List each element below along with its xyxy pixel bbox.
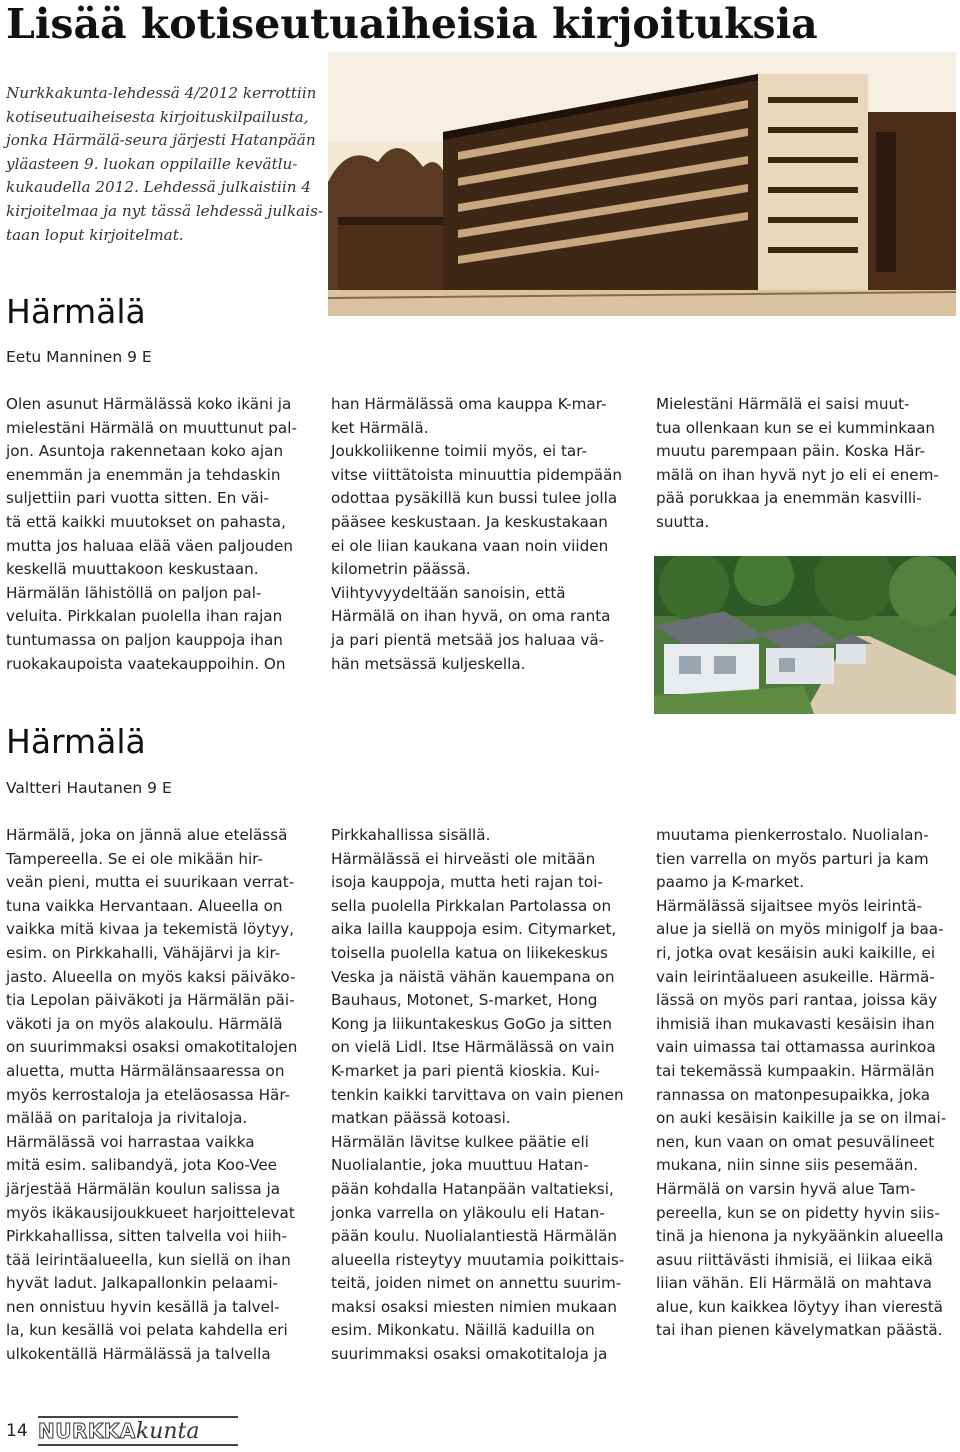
- text-line: Nuolialantie, joka muuttuu Hatan-: [331, 1156, 589, 1175]
- article2-column-1: [6, 824, 316, 1367]
- nurkkakunta-logo: [38, 1416, 238, 1446]
- text-line: Härmälä on varsin hyvä alue Tam-: [656, 1179, 916, 1198]
- text-line: on suurimmaksi osaksi omakotitalojen: [6, 1038, 298, 1057]
- text-line: keskellä muuttakoon keskustaan.: [6, 560, 259, 579]
- text-line: ruokakaupoista vaatekauppoihin. On: [6, 654, 286, 673]
- text-line: asuu riittävästi ihmisiä, ei liikaa eikä: [656, 1250, 933, 1269]
- text-line: ei ole liian kaukana vaan noin viiden: [331, 536, 609, 555]
- text-line: kilometrin päässä.: [331, 560, 471, 579]
- text-line: pääsee keskustaan. Ja keskustakaan: [331, 512, 608, 531]
- intro-line: yläasteen 9. luokan oppilaille kevätlu-: [6, 154, 298, 173]
- text-line: Pirkkahallissa, sitten talvella voi hiih-: [6, 1227, 288, 1246]
- page-number: 14: [6, 1421, 28, 1441]
- text-line: Joukkoliikenne toimii myös, ei tar-: [331, 442, 587, 461]
- text-line: han Härmälässä oma kauppa K-mar-: [331, 395, 607, 413]
- text-line: suurimmaksi osaksi omakotitaloja ja: [331, 1345, 608, 1364]
- text-line: isoja kauppoja, mutta heti rajan toi-: [331, 873, 603, 892]
- article1-author: Eetu Manninen 9 E: [6, 348, 152, 366]
- text-line: la, kun kesällä voi pelata kahdella eri: [6, 1321, 288, 1340]
- text-line: tai tekemässä kumpaakin. Härmälän: [656, 1061, 935, 1080]
- text-line: rannassa on matonpesupaikka, joka: [656, 1085, 931, 1104]
- text-line: mielestäni Härmälä on muuttunut pal-: [6, 418, 297, 437]
- text-line: nen, kun vaan on omat pesuvälineet: [656, 1132, 935, 1151]
- intro-text: [6, 82, 324, 247]
- text-line: esim. on Pirkkahalli, Vähäjärvi ja kir-: [6, 943, 281, 962]
- text-line: mukana, niin sinne siis pesemään.: [656, 1156, 919, 1175]
- text-line: mälä on ihan hyvä nyt jo eli ei enem-: [656, 465, 939, 484]
- text-line: Härmälässä ei hirveästi ole mitään: [331, 849, 596, 868]
- text-line: tenkin kaikki tarvittava on vain pienen: [331, 1085, 624, 1104]
- text-line: tua ollenkaan kun se ei kumminkaan: [656, 418, 936, 437]
- text-line: veluita. Pirkkalan puolella ihan rajan: [6, 607, 283, 626]
- text-line: pään koulu. Nuolialantiestä Härmälän: [331, 1227, 618, 1246]
- text-line: aika lailla kauppoja esim. Citymarket,: [331, 920, 617, 939]
- text-line: lässä on myös pari rantaa, joissa käy: [656, 991, 938, 1010]
- text-line: sella puolella Pirkkalan Partolassa on: [331, 896, 612, 915]
- text-line: Härmälässä voi harrastaa vaikka: [6, 1132, 255, 1151]
- school-building-photo: [328, 52, 956, 316]
- text-line: jon. Asuntoja rakennetaan koko ajan: [6, 442, 284, 461]
- text-line: matkan päässä kotoasi.: [331, 1109, 511, 1128]
- text-line: tuntumassa on paljon kauppoja ihan: [6, 630, 283, 649]
- text-line: järjestää Härmälän koulun salissa ja: [6, 1179, 281, 1198]
- text-line: toisella puolella katua on liikekeskus: [331, 943, 608, 962]
- text-line: jonka varrella on yläkoulu eli Hatan-: [331, 1203, 605, 1222]
- logo-main-text: NURKKA: [38, 1419, 136, 1443]
- text-line: teitä, joiden nimet on annettu suurim-: [331, 1274, 622, 1293]
- intro-line: jonka Härmälä-seura järjesti Hatanpään: [6, 131, 316, 150]
- text-line: tien varrella on myös parturi ja kam: [656, 849, 929, 868]
- text-line: pään kohdalla Hatanpään valtatieksi,: [331, 1179, 614, 1198]
- text-line: nen onnistuu hyvin kesällä ja talvel-: [6, 1297, 280, 1316]
- article2-column-3: [656, 824, 956, 1343]
- intro-line: taan loput kirjoitelmat.: [6, 225, 184, 244]
- text-line: ket Härmälä.: [331, 418, 429, 437]
- text-line: paamo ja K-market.: [656, 873, 805, 892]
- text-line: alueella risteytyy muutamia poikittais-: [331, 1250, 625, 1269]
- text-line: tai ihan pienen kävelymatkan päästä.: [656, 1321, 943, 1340]
- intro-line: kirjoitelmaa ja nyt tässä lehdessä julkais-: [6, 201, 324, 220]
- text-line: vaikka mitä kivaa ja tekemistä löytyy,: [6, 920, 295, 939]
- text-line: vain leirintäalueen asukeille. Härmä-: [656, 967, 935, 986]
- text-line: Pirkkahallissa sisällä.: [331, 826, 491, 844]
- text-line: mälää on paritaloja ja rivitaloja.: [6, 1109, 248, 1128]
- text-line: vain uimassa tai ottamassa aurinkoa: [656, 1038, 936, 1057]
- text-line: ja pari pientä metsää jos haluaa vä-: [331, 630, 605, 649]
- text-line: mutta jos haluaa elää väen paljouden: [6, 536, 293, 555]
- text-line: hyvät ladut. Jalkapallonkin pelaami-: [6, 1274, 279, 1293]
- text-line: Mielestäni Härmälä ei saisi muut-: [656, 395, 910, 413]
- article2-author: Valtteri Hautanen 9 E: [6, 779, 172, 797]
- text-line: alue, kun kaikkea löytyy ihan vierestä: [656, 1297, 943, 1316]
- text-line: K-market ja pari pientä kioskia. Kui-: [331, 1061, 600, 1080]
- text-line: on vielä Lidl. Itse Härmälässä on vain: [331, 1038, 615, 1057]
- text-line: Härmälä, joka on jännä alue etelässä: [6, 826, 288, 844]
- intro-line: kukaudella 2012. Lehdessä julkaistiin 4: [6, 178, 312, 197]
- intro-line: Nurkkakunta-lehdessä 4/2012 kerrottiin: [6, 84, 317, 102]
- text-line: tuna vaikka Hervantaan. Alueella on: [6, 896, 283, 915]
- text-line: väkoti ja on myös alakoulu. Härmälä: [6, 1014, 283, 1033]
- text-line: muutu parempaan päin. Koska Här-: [656, 442, 926, 461]
- text-line: alue ja siellä on myös minigolf ja baa-: [656, 920, 944, 939]
- text-line: Kong ja liikuntakeskus GoGo ja sitten: [331, 1014, 612, 1033]
- text-line: jasto. Alueella on myös kaksi päiväko-: [6, 967, 296, 986]
- text-line: tinä ja hienona ja nykyäänkin alueella: [656, 1227, 944, 1246]
- text-line: Olen asunut Härmälässä koko ikäni ja: [6, 395, 292, 413]
- text-line: liian vähän. Eli Härmälä on mahtava: [656, 1274, 932, 1293]
- text-line: Härmälän lähistöllä on paljon pal-: [6, 583, 262, 602]
- text-line: Härmälän lävitse kulkee päätie eli: [331, 1132, 589, 1151]
- article1-title: Härmälä: [6, 292, 146, 331]
- text-line: tä että kaikki muutokset on pahasta,: [6, 512, 286, 531]
- text-line: myös kerrostaloja ja eteläosassa Här-: [6, 1085, 291, 1104]
- text-line: Bauhaus, Motonet, S-market, Hong: [331, 991, 598, 1010]
- article1-column-1: [6, 393, 316, 676]
- text-line: odottaa pysäkillä kun bussi tulee jolla: [331, 489, 618, 508]
- page-title: Lisää kotiseutuaiheisia kirjoituksia: [6, 0, 818, 48]
- text-line: aluetta, mutta Härmälänsaaressa on: [6, 1061, 285, 1080]
- text-line: pereella, kun se on pidetty hyvin siis-: [656, 1203, 940, 1222]
- text-line: Härmälä on ihan hyvä, on oma ranta: [331, 607, 611, 626]
- article1-column-2: [331, 393, 641, 676]
- intro-line: kotiseutuaiheisesta kirjoituskilpailusta,: [6, 107, 309, 126]
- article2-column-2: [331, 824, 641, 1367]
- text-line: vitse viittätoista minuuttia pidempään: [331, 465, 623, 484]
- article2-title: Härmälä: [6, 722, 146, 761]
- text-line: hän metsässä kuljeskella.: [331, 654, 526, 673]
- text-line: tää leirintäalueella, kun siellä on ihan: [6, 1250, 291, 1269]
- campsite-cottages-photo: [654, 556, 956, 714]
- text-line: tia Lepolan päiväkoti ja Härmälän päi-: [6, 991, 295, 1010]
- text-line: pää porukkaa ja enemmän kasvilli-: [656, 489, 922, 508]
- text-line: ulkokentällä Härmälässä ja talvella: [6, 1345, 271, 1364]
- text-line: Viihtyvyydeltään sanoisin, että: [331, 583, 566, 602]
- text-line: ri, jotka ovat kesäisin auki kaikille, ei: [656, 943, 936, 962]
- text-line: muutama pienkerrostalo. Nuolialan-: [656, 826, 929, 844]
- text-line: ihmisiä ihan mukavasti kesäisin ihan: [656, 1014, 935, 1033]
- text-line: suljettiin pari vuotta sitten. En väi-: [6, 489, 270, 508]
- text-line: Veska ja näistä vähän kauempana on: [331, 967, 615, 986]
- text-line: Härmälässä sijaitsee myös leirintä-: [656, 896, 922, 915]
- text-line: esim. Mikonkatu. Näillä kaduilla on: [331, 1321, 595, 1340]
- text-line: myös ikäkausijoukkueet harjoittelevat: [6, 1203, 295, 1222]
- text-line: mitä esim. salibandyä, jota Koo-Vee: [6, 1156, 278, 1175]
- text-line: on auki kesäisin kaikille ja se on ilmai-: [656, 1109, 947, 1128]
- article1-column-3: [656, 393, 956, 535]
- text-line: maksi osaksi miesten nimien mukaan: [331, 1297, 617, 1316]
- text-line: suutta.: [656, 512, 710, 531]
- text-line: Tampereella. Se ei ole mikään hir-: [6, 849, 263, 868]
- text-line: enemmän ja enemmän ja tehdaskin: [6, 465, 281, 484]
- text-line: veän pieni, mutta ei suurikaan verrat-: [6, 873, 295, 892]
- logo-accent-text: kunta: [135, 1418, 200, 1444]
